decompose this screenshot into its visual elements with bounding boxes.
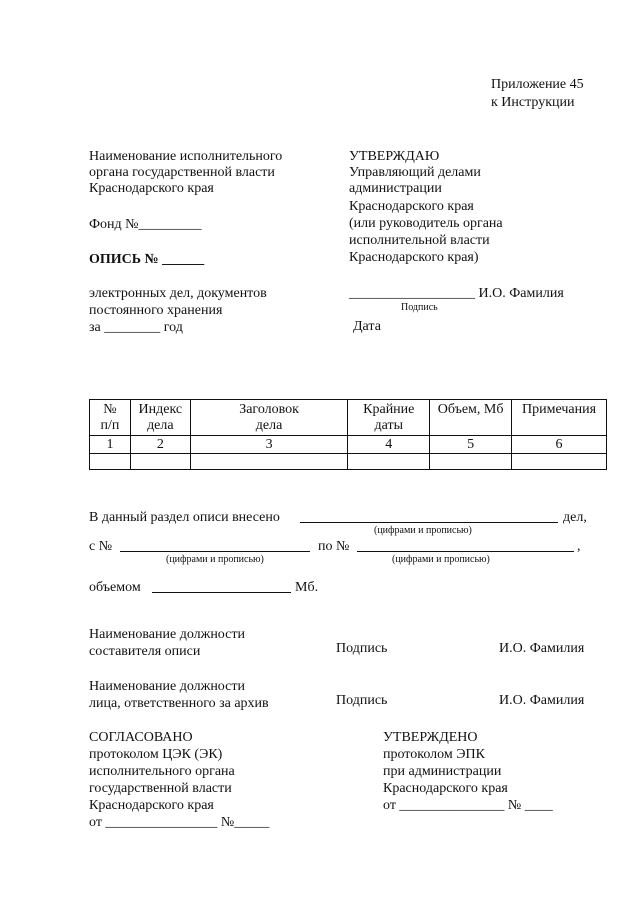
approve-date: Дата — [353, 319, 381, 334]
summary-caption-to: (цифрами и прописью) — [392, 554, 490, 565]
header-cell-volume: Объем, Мб — [430, 400, 512, 436]
signer1-signature: Подпись — [336, 641, 388, 656]
signer1-position-line1: Наименование должности — [89, 627, 245, 642]
approve-line5: исполнительной власти — [349, 233, 490, 248]
org-name-line3: Краснодарского края — [89, 181, 214, 196]
approved-line1: протоколом ЭПК — [383, 747, 485, 762]
summary-comma: , — [577, 539, 581, 554]
summary-caption-from: (цифрами и прописью) — [166, 554, 264, 565]
approve-line2: администрации — [349, 181, 442, 196]
column-number-2: 2 — [130, 436, 190, 454]
approve-line3: Краснодарского края — [349, 199, 474, 214]
signer1-name: И.О. Фамилия — [499, 641, 585, 656]
table-empty-row — [90, 454, 607, 470]
table-cell — [190, 454, 348, 470]
header-cell-notes: Примечания — [512, 400, 607, 436]
approved-line2: при администрации — [383, 764, 502, 779]
agreed-line4: Краснодарского края — [89, 798, 214, 813]
approve-signature-line: __________________ И.О. Фамилия — [349, 286, 564, 301]
signer2-signature: Подпись — [336, 693, 388, 708]
description-line2: постоянного хранения — [89, 303, 223, 318]
agreed-title: СОГЛАСОВАНО — [89, 730, 193, 745]
org-name-line1: Наименование исполнительного — [89, 149, 283, 164]
opis-title: ОПИСЬ № ______ — [89, 252, 205, 267]
summary-from-blank — [120, 551, 310, 552]
approved-line4: от _______________ № ____ — [383, 798, 553, 813]
summary-count-blank — [300, 522, 558, 523]
approved-title: УТВЕРЖДЕНО — [383, 730, 478, 745]
signer2-position-line1: Наименование должности — [89, 679, 245, 694]
summary-caption-count: (цифрами и прописью) — [374, 525, 472, 536]
summary-intro: В данный раздел описи внесено — [89, 510, 280, 525]
table-cell — [430, 454, 512, 470]
fond-number: Фонд №_________ — [89, 217, 202, 232]
approve-line6: Краснодарского края) — [349, 250, 479, 265]
approve-title: УТВЕРЖДАЮ — [349, 149, 440, 164]
signer2-name: И.О. Фамилия — [499, 693, 585, 708]
summary-to-label: по № — [318, 539, 350, 554]
appendix-reference: к Инструкции — [491, 95, 575, 110]
approved-line3: Краснодарского края — [383, 781, 508, 796]
column-number-6: 6 — [512, 436, 607, 454]
approve-line1: Управляющий делами — [349, 165, 481, 180]
inventory-table — [89, 399, 607, 470]
appendix-number: Приложение 45 — [491, 77, 584, 92]
column-number-3: 3 — [190, 436, 348, 454]
header-cell-title: Заголовок дела — [190, 400, 348, 436]
table-cell — [130, 454, 190, 470]
approve-line4: (или руководитель органа — [349, 216, 503, 231]
summary-cases-word: дел, — [563, 510, 587, 525]
agreed-line3: государственной власти — [89, 781, 232, 796]
summary-from-label: с № — [89, 539, 113, 554]
table-cell — [90, 454, 131, 470]
column-number-5: 5 — [430, 436, 512, 454]
agreed-line5: от ________________ №_____ — [89, 815, 270, 830]
table-number-row — [90, 436, 607, 454]
table-header-row — [90, 400, 607, 436]
signer2-position-line2: лица, ответственного за архив — [89, 696, 269, 711]
description-line1: электронных дел, документов — [89, 286, 267, 301]
summary-volume-label: объемом — [89, 580, 141, 595]
header-cell-index: Индекс дела — [130, 400, 190, 436]
header-cell-dates: Крайние даты — [348, 400, 430, 436]
header-cell-number: № п/п — [90, 400, 131, 436]
signer1-position-line2: составителя описи — [89, 644, 201, 659]
approve-signature-caption: Подпись — [401, 302, 438, 313]
agreed-line2: исполнительного органа — [89, 764, 235, 779]
summary-to-blank — [357, 551, 574, 552]
summary-volume-unit: Мб. — [295, 580, 319, 595]
description-line3: за ________ год — [89, 320, 183, 335]
column-number-1: 1 — [90, 436, 131, 454]
summary-volume-blank — [152, 592, 291, 593]
table-cell — [512, 454, 607, 470]
org-name-line2: органа государственной власти — [89, 165, 275, 180]
agreed-line1: протоколом ЦЭК (ЭК) — [89, 747, 223, 762]
column-number-4: 4 — [348, 436, 430, 454]
table-cell — [348, 454, 430, 470]
